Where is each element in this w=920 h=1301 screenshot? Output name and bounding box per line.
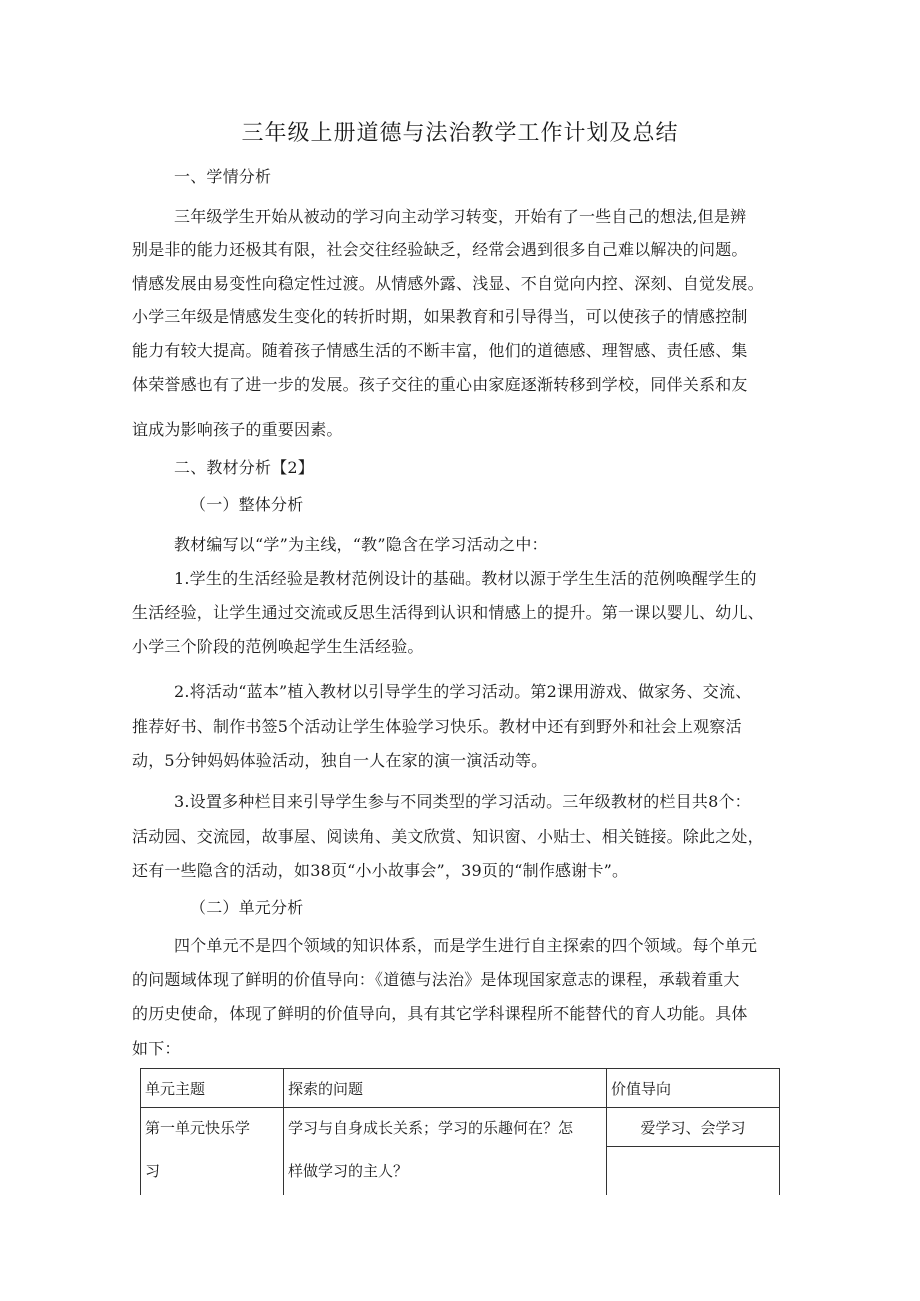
paragraph-line: 情感发展由易变性向稳定性过渡。从情感外露、浅显、不自觉向内控、深刻、自觉发展。 — [132, 274, 764, 293]
table-row — [141, 1147, 780, 1196]
paragraph-line: 如下： — [132, 1039, 181, 1058]
paragraph-line: 2.将活动“蓝本”植入教材以引导学生的学习活动。第2课用游戏、做家务、交流、 — [174, 682, 752, 701]
table-cell: 爱学习、会学习 — [607, 1108, 780, 1147]
paragraph-line: 小学三个阶段的范例唤起学生生活经验。 — [132, 637, 424, 656]
table-cell-empty — [607, 1147, 780, 1196]
table-cell: 学习与自身成长关系；学习的乐趣何在？怎 — [284, 1108, 607, 1147]
paragraph-line: 小学三年级是情感发生变化的转折时期，如果教育和引导得当，可以使孩子的情感控制 — [132, 307, 748, 326]
table-header-row — [141, 1069, 780, 1108]
paragraph-line: 推荐好书、制作书签5个活动让学生体验学习快乐。教材中还有到野外和社会上观察活 — [132, 717, 742, 736]
paragraph-line: 活动园、交流园，故事屋、阅读角、美文欣赏、知识窗、小贴士、相关链接。除此之处， — [132, 827, 764, 846]
paragraph-line: 谊成为影响孩子的重要因素。 — [132, 420, 343, 439]
paragraph-line: 还有一些隐含的活动，如38页“小小故事会”，39页的“制作感谢卡”。 — [132, 861, 629, 880]
subsection-heading: （一）整体分析 — [190, 495, 304, 514]
table-header-cell: 价值导向 — [607, 1069, 780, 1108]
table-row — [141, 1108, 780, 1147]
paragraph-line: 3.设置多种栏目来引导学生参与不同类型的学习活动。三年级教材的栏目共8个： — [174, 792, 751, 811]
subsection-heading: （二）单元分析 — [190, 898, 304, 917]
paragraph-line: 的历史使命，体现了鲜明的价值导向，具有其它学科课程所不能替代的育人功能。具体 — [132, 1004, 748, 1023]
table-header-cell: 探索的问题 — [284, 1069, 607, 1108]
unit-analysis-table — [140, 1068, 780, 1195]
table-cell: 第一单元快乐学 — [141, 1108, 284, 1147]
table-header-cell: 单元主题 — [141, 1069, 284, 1108]
section2-heading: 二、教材分析【2】 — [174, 458, 314, 477]
paragraph-line: 动，5分钟妈妈体验活动，独自一人在家的演一演活动等。 — [132, 751, 548, 770]
paragraph-line: 生活经验，让学生通过交流或反思生活得到认识和情感上的提升。第一课以婴儿、幼儿、 — [132, 603, 764, 622]
table-cell: 习 — [141, 1147, 284, 1196]
page-title: 三年级上册道德与法治教学工作计划及总结 — [241, 121, 679, 146]
paragraph-line: 体荣誉感也有了进一步的发展。孩子交往的重心由家庭逐渐转移到学校，同伴关系和友 — [132, 375, 748, 394]
paragraph-line: 三年级学生开始从被动的学习向主动学习转变，开始有了一些自己的想法,但是辨 — [174, 207, 747, 226]
paragraph-line: 能力有较大提高。随着孩子情感生活的不断丰富，他们的道德感、理智感、责任感、集 — [132, 341, 748, 360]
section1-heading: 一、学情分析 — [174, 167, 272, 186]
table-cell: 样做学习的主人？ — [284, 1147, 607, 1196]
paragraph-line: 的问题域体现了鲜明的价值导向：《道德与法治》是体现国家意志的课程，承载着重大 — [132, 970, 740, 989]
paragraph-line: 教材编写以“学”为主线，“教”隐含在学习活动之中： — [174, 535, 548, 554]
paragraph-line: 四个单元不是四个领域的知识体系，而是学生进行自主探索的四个领域。每个单元 — [174, 936, 758, 955]
paragraph-line: 1.学生的生活经验是教材范例设计的基础。教材以源于学生生活的范例唤醒学生的 — [174, 569, 757, 588]
paragraph-line: 别是非的能力还极其有限，社会交往经验缺乏，经常会遇到很多自己难以解决的问题。 — [132, 240, 748, 259]
